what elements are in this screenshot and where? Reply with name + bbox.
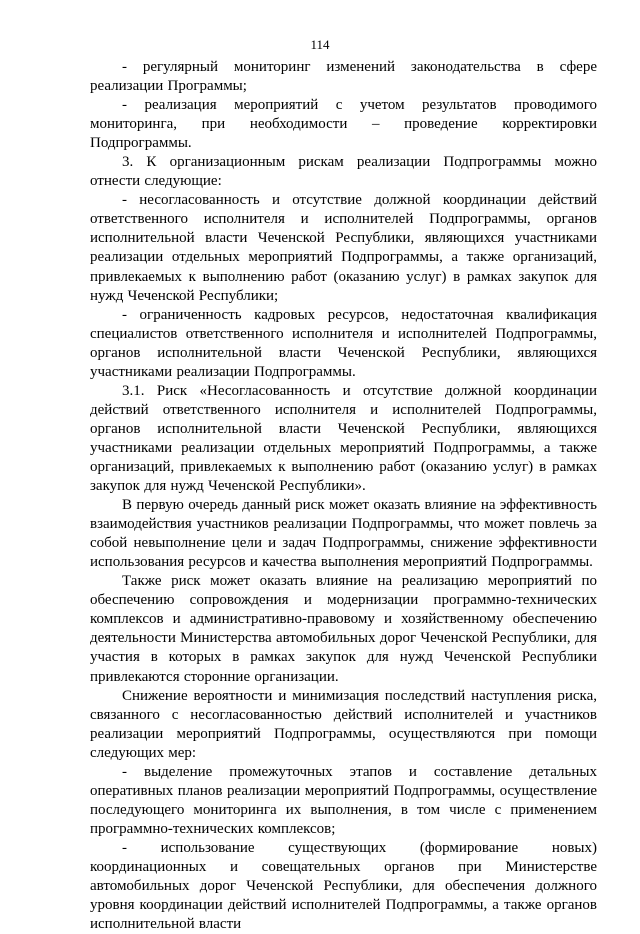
- document-body: [90, 58, 597, 934]
- paragraph-coordination-bodies: - использование существующих (формирование новых) координационных и совещательных органов при Министерстве автомобильных дорог Чеченской Республики, для обеспечения должного уровня координации действий исполнителей Подпрограммы, а также органов исполнительной власти: [90, 839, 597, 933]
- paragraph-organizational-risks: 3. К организационным рискам реализации Подпрограммы можно отнести следующие:: [90, 154, 597, 190]
- paragraph-monitoring-legislation: - регулярный мониторинг изменений законодательства в сфере реализации Программы;: [90, 59, 597, 95]
- paragraph-also-impact: Также риск может оказать влияние на реализацию мероприятий по обеспечению сопровождения и модернизации программно-технических комплексов и административно-правовому и хозяйственному обеспечению деятельности Министерства автомобильных дорог Чеченской Республики, для участия в которых в рамках закупок для нужд Чеченской Республики привлекаются сторонние организации.: [90, 573, 597, 685]
- paragraph-implementation-measures: - реализация мероприятий с учетом результатов проводимого мониторинга, при необходимости – проведение корректировки Подпрограммы.: [90, 97, 597, 152]
- page-number: 114: [310, 37, 330, 52]
- paragraph-first-impact: В первую очередь данный риск может оказать влияние на эффективность взаимодействия участников реализации Подпрограммы, что может повлечь за собой невыполнение цели и задач Подпрограммы, снижение эффективности использования ресурсов и качества выполнения мероприятий Подпрограммы.: [90, 497, 597, 571]
- paragraph-risk-mitigation: Снижение вероятности и минимизация последствий наступления риска, связанного с несогласованностью действий исполнителей и участников реализации мероприятий Подпрограммы, осуществляются при помощи следующих мер:: [90, 687, 597, 761]
- paragraph-risk-3-1: 3.1. Риск «Несогласованность и отсутствие должной координации действий ответственного исполнителя и исполнителей Подпрограммы, органов исполнительной власти Чеченской Республики, являющихся участниками реализации отдельных мероприятий Подпрограммы, а также организаций, привлекаемых к выполнению работ (оказанию услуг) в рамках закупок для нужд Чеченской Республики».: [90, 382, 597, 495]
- paragraph-limited-staff: - ограниченность кадровых ресурсов, недостаточная квалификация специалистов ответственного исполнителя и исполнителей Подпрограммы, органов исполнительной власти Чеченской Республики, являющихся участниками реализации Подпрограммы.: [90, 306, 597, 380]
- paragraph-lack-of-coordination: - несогласованность и отсутствие должной координации действий ответственного исполнителя и исполнителей Подпрограммы, органов исполнительной власти Чеченской Республики, являющихся участниками реализации отдельных мероприятий Подпрограммы, а также организаций, привлекаемых к выполнению работ (оказанию услуг) в рамках закупок для нужд Чеченской Республики;: [90, 192, 597, 304]
- paragraph-intermediate-stages: - выделение промежуточных этапов и составление детальных оперативных планов реализации мероприятий Подпрограммы, осуществление последующего мониторинга их выполнения, в том числе с применением программно-технических комплексов;: [90, 763, 597, 837]
